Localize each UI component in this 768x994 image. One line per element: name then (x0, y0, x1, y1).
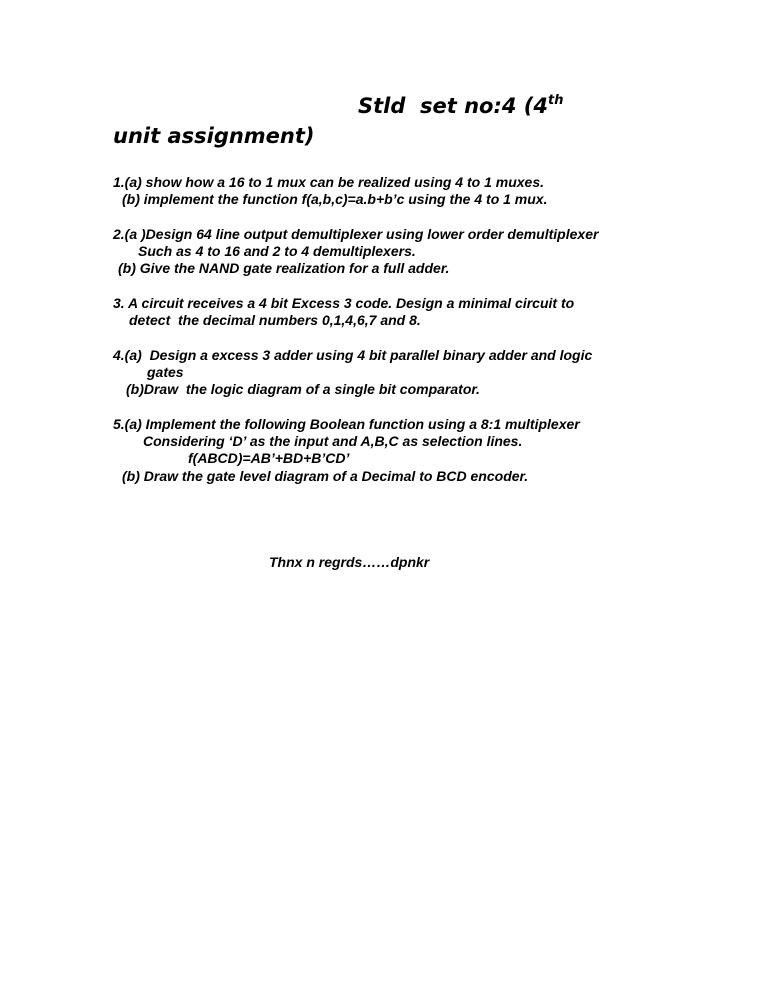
assignment-title-line-2: unit assignment) (113, 124, 315, 148)
question-2a: 2.(a )Design 64 line output demultiplexer using lower order demultiplexer (113, 226, 599, 242)
question-1a: 1.(a) show how a 16 to 1 mux can be realized using 4 to 1 muxes. (113, 174, 545, 190)
question-3: 3. A circuit receives a 4 bit Excess 3 code. Design a minimal circuit to (113, 295, 575, 311)
question-2a-continued: Such as 4 to 16 and 2 to 4 demultiplexers. (138, 243, 416, 259)
question-4a: 4.(a) Design a excess 3 adder using 4 bit parallel binary adder and logic (113, 347, 593, 363)
question-4b: (b)Draw the logic diagram of a single bit comparator. (126, 381, 480, 397)
question-5b: (b) Draw the gate level diagram of a Decimal to BCD encoder. (122, 468, 529, 484)
assignment-title-line-1 (358, 91, 564, 121)
signature: Thnx n regrds……dpnkr (269, 554, 430, 570)
question-3-continued: detect the decimal numbers 0,1,4,6,7 and 8. (129, 312, 421, 328)
question-5a: 5.(a) Implement the following Boolean function using a 8:1 multiplexer (113, 416, 580, 432)
assignment-title-superscript: th (548, 93, 564, 108)
question-4a-continued: gates (147, 364, 184, 380)
question-1b: (b) implement the function f(a,b,c)=a.b+b’c using the 4 to 1 mux. (122, 191, 548, 207)
question-5a-continued: Considering ‘D’ as the input and A,B,C as selection lines. (143, 433, 523, 449)
question-2b: (b) Give the NAND gate realization for a full adder. (118, 260, 450, 276)
question-5a-function: f(ABCD)=AB’+BD+B’CD’ (188, 450, 350, 466)
assignment-title-text: Stld set no:4 (4 (358, 94, 549, 118)
